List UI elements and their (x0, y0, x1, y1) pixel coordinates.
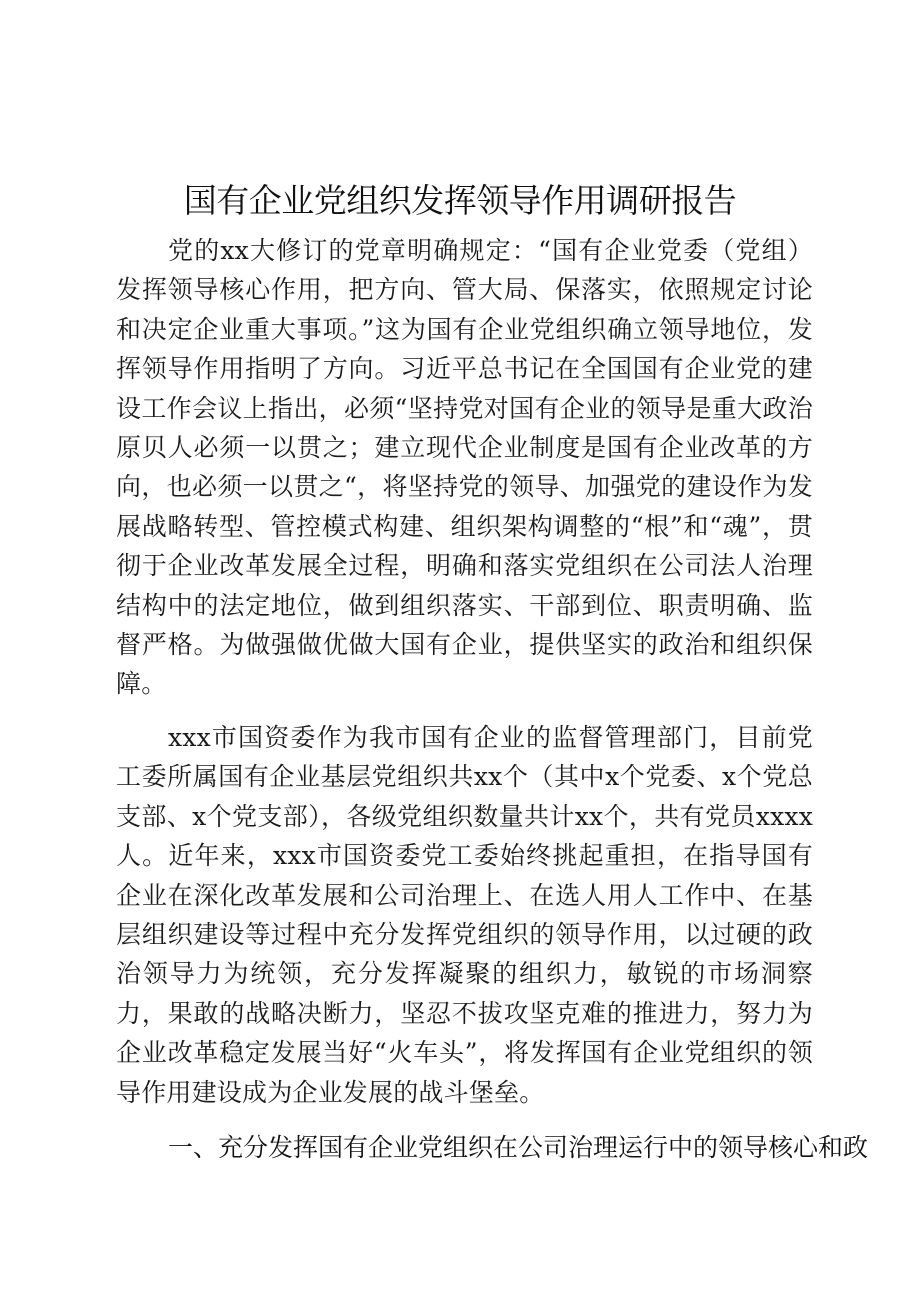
paragraph-overview: xxx市国资委作为我市国有企业的监督管理部门，目前党工委所属国有企业基层党组织共xx个（其中x个党委、x个党总支部、x个党支部），各级党组织数量共计xx个，共有党员xxxx人。近年来，xxx市国资委党工委始终挑起重担，在指导国有企业在深化改革发展和公司治理上、在选人用人工作中、在基层组织建设等过程中充分发挥党组织的领导作用，以过硬的政治领导力为统领，充分发挥凝聚的组织力，敏锐的市场洞察力，果敢的战略决断力，坚忍不拔攻坚克难的推进力，努力为企业改革稳定发展当好“火车头”，将发挥国有企业党组织的领导作用建设成为企业发展的战斗堡垒。 (116, 722, 813, 1107)
document-title: 国有企业党组织发挥领导作用调研报告 (183, 181, 737, 220)
section-heading-1: 一、充分发挥国有企业党组织在公司治理运行中的领导核心和政 (168, 1133, 868, 1162)
document-body (116, 231, 813, 1112)
paragraph-intro: 党的xx大修订的党章明确规定：“国有企业党委（党组）发挥领导核心作用，把方向、管大局、保落实，依照规定讨论和决定企业重大事项。”这为国有企业党组织确立领导地位，发挥领导作用指明了方向。习近平总书记在全国国有企业党的建设工作会议上指出，必须“坚持党对国有企业的领导是重大政治原贝人必须一以贯之；建立现代企业制度是国有企业改革的方向，也必须一以贯之“，将坚持党的领导、加强党的建设作为发展战略转型、管控模式构建、组织架构调整的“根”和“魂”，贯彻于企业改革发展全过程，明确和落实党组织在公司法人治理结构中的法定地位，做到组织落实、干部到位、职责明确、监督严格。为做强做优做大国有企业，提供坚实的政治和组织保障。 (116, 236, 813, 699)
